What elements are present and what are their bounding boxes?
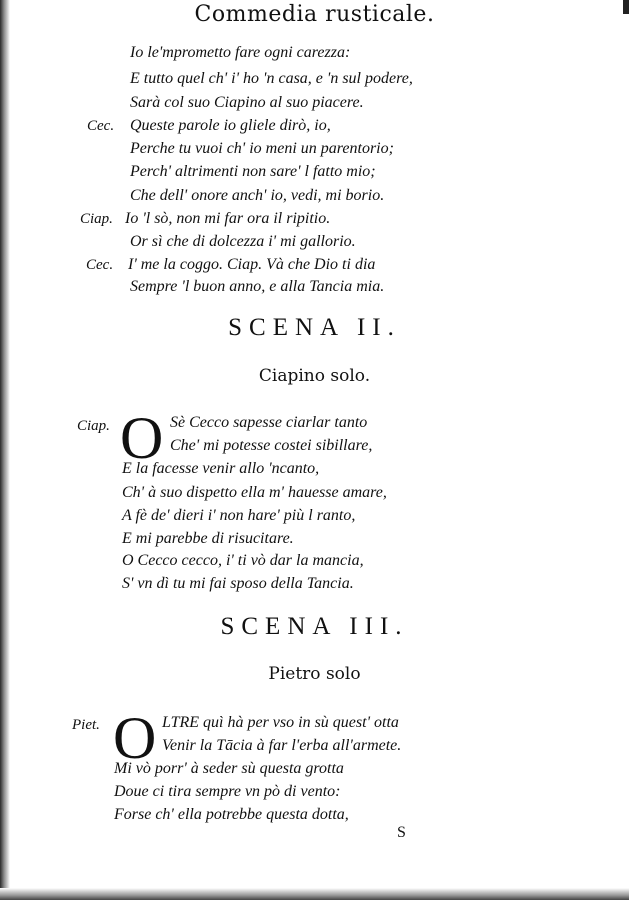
speaker-label: Cec. xyxy=(86,257,114,273)
verse-line: A fè de' dieri i' non hare' più l ranto, xyxy=(122,507,356,524)
verse-line: Sè Cecco sapesse ciarlar tanto xyxy=(170,414,368,431)
verse-line: Io le'mprometto fare ogni carezza: xyxy=(130,44,351,61)
verse-line: Io 'l sò, non mi far ora il ripitio. xyxy=(125,210,331,227)
verse-line: Perch' altrimenti non sare' l fatto mio; xyxy=(130,163,376,180)
verse-line: Or sì che di dolcezza i' mi gallorio. xyxy=(130,233,356,250)
drop-initial: O xyxy=(113,705,157,771)
verse-line: Perche tu vuoi ch' io meni un parentorio; xyxy=(130,140,394,157)
verse-line: I' me la coggo. Ciap. Và che Dio ti dia xyxy=(128,256,376,273)
page-gutter-shadow xyxy=(0,0,10,900)
verse-line: E tutto quel ch' i' ho 'n casa, e 'n sul podere, xyxy=(130,70,413,87)
verse-line: Che dell' onore anch' io, vedi, mi borio. xyxy=(130,187,385,204)
verse-line: LTRE quì hà per vso in sù quest' otta xyxy=(162,714,399,731)
speaker-label: Ciap. xyxy=(77,418,110,434)
running-title: Commedia rusticale. xyxy=(194,2,435,27)
verse-line: Mi vò porr' à seder sù questa grotta xyxy=(114,760,344,777)
verse-line: Venir la Tācia à far l'erba all'armete. xyxy=(162,737,402,754)
page-bottom-edge xyxy=(0,888,629,900)
signature-mark: S xyxy=(397,824,406,841)
verse-line: Che' mi potesse costei sibillare, xyxy=(170,437,373,454)
verse-line: Queste parole io gliele dirò, io, xyxy=(130,117,331,134)
verse-line: Ch' à suo dispetto ella m' hauesse amare, xyxy=(122,484,387,501)
verse-line: E la facesse venir allo 'ncanto, xyxy=(122,460,320,477)
verse-line: Sarà col suo Ciapino al suo piacere. xyxy=(130,94,364,111)
verse-line: S' vn dì tu mi fai sposo della Tancia. xyxy=(122,575,354,592)
scene-heading: SCENA II. xyxy=(228,314,401,341)
scene-heading: SCENA III. xyxy=(220,613,409,640)
speaker-label: Cec. xyxy=(87,118,115,134)
speaker-label: Ciap. xyxy=(80,211,113,227)
verse-line: Forse ch' ella potrebbe questa dotta, xyxy=(114,806,349,823)
verse-line: Doue ci tira sempre vn pò di vento: xyxy=(114,783,341,800)
scene-subtitle: Ciapino solo. xyxy=(258,366,371,386)
verse-line: Sempre 'l buon anno, e alla Tancia mia. xyxy=(130,278,385,295)
verse-line: O Cecco cecco, i' ti vò dar la mancia, xyxy=(122,552,364,569)
scene-subtitle: Pietro solo xyxy=(268,664,361,684)
drop-initial: O xyxy=(120,405,164,471)
verse-line: E mi parebbe di risucitare. xyxy=(122,530,294,547)
speaker-label: Piet. xyxy=(72,717,100,733)
